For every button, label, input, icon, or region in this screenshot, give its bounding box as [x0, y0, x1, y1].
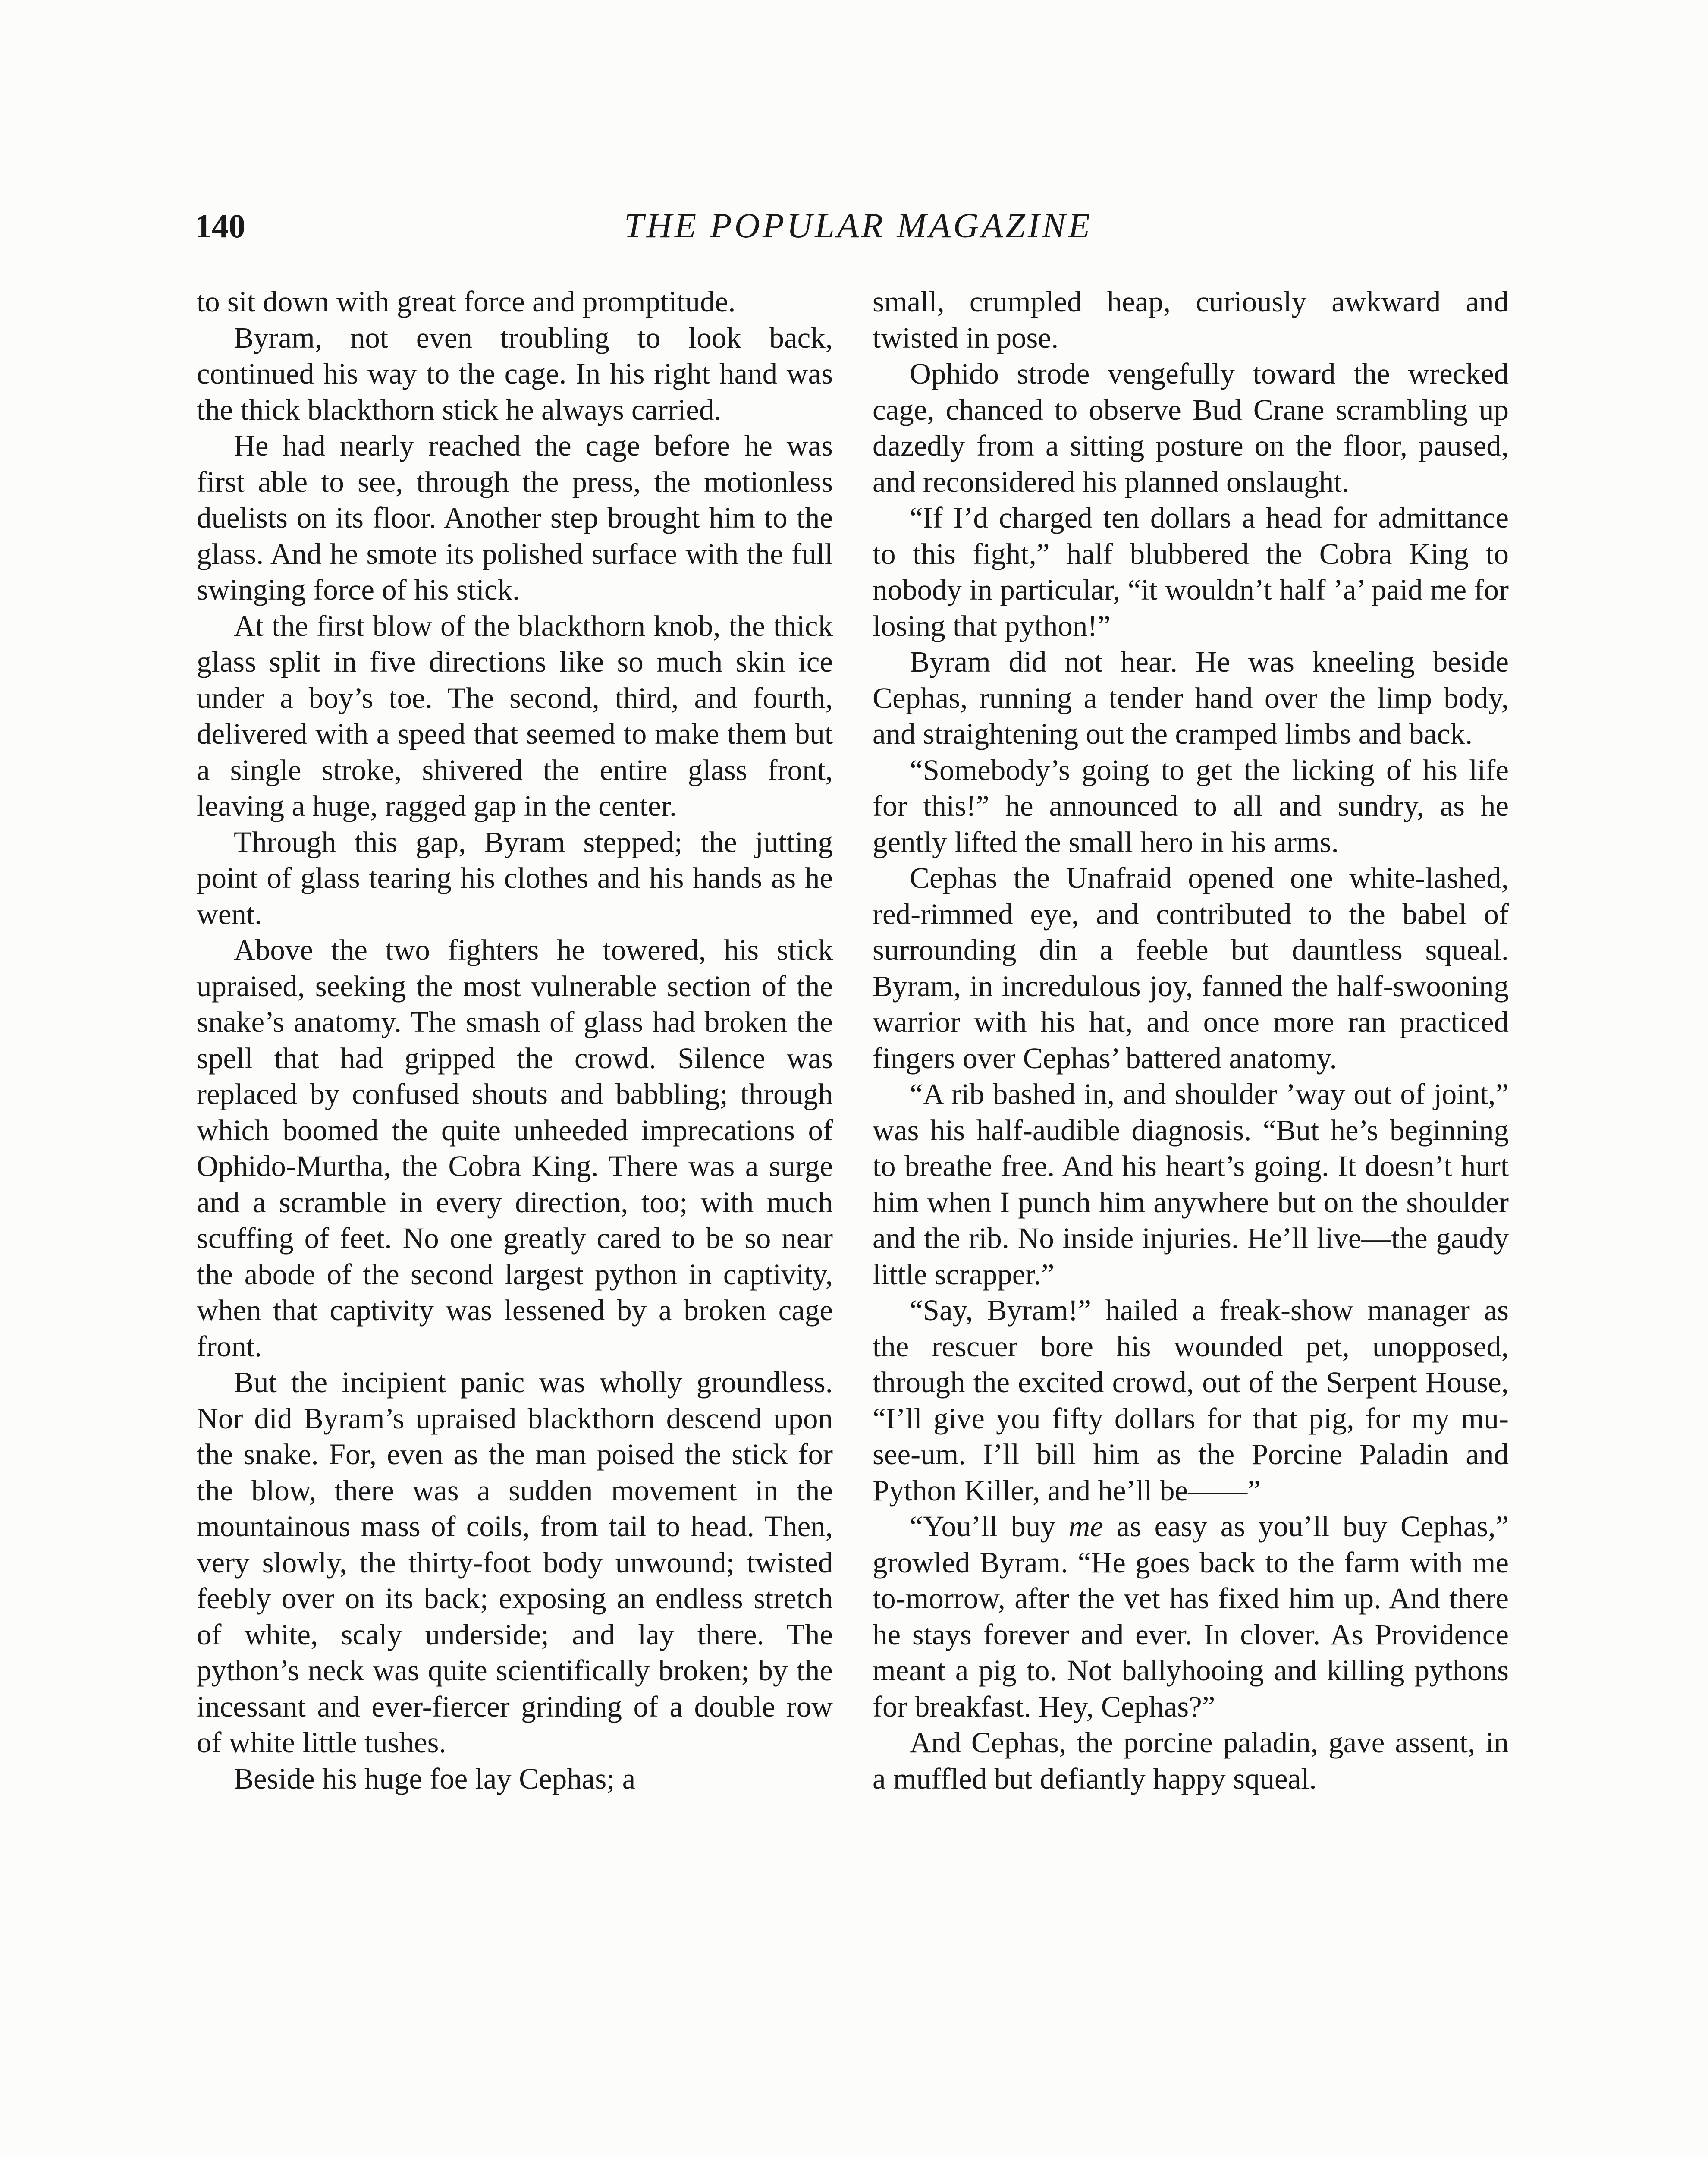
paragraph: Cephas the Unafraid opened one white-lashed, red-rimmed eye, and contributed to the babel of surrounding din a feeble but dauntless squeal. Byram, in incredulous joy, fanned the half-swooning warrior with his hat, and once more ran practiced fingers over Cephas’ battered anatomy. [873, 862, 1509, 1075]
paragraph: small, crumpled heap, curiously awkward and twisted in pose. [873, 285, 1509, 354]
running-head: THE POPULAR MAGAZINE [624, 206, 1093, 245]
paragraph: At the first blow of the blackthorn knob, the thick glass split in five directions like so much skin ice under a boy’s toe. The second, third, and fourth, delivered with a speed that seemed to make them but a single stroke, shivered the entire glass front, leaving a huge, ragged gap in the center. [197, 609, 833, 822]
text-run: “You’ll buy [910, 1510, 1069, 1543]
paragraph: Ophido strode vengefully toward the wrecked cage, chanced to observe Bud Crane scrambling up dazedly from a sitting posture on the floor, paused, and reconsidered his planned onslaught. [873, 357, 1509, 498]
paragraph: “Somebody’s going to get the licking of his life for this!” he announced to all and sundry, as he gently lifted the small hero in his arms. [873, 753, 1509, 858]
paragraph: Byram, not even troubling to look back, continued his way to the cage. In his right hand was the thick blackthorn stick he always carried. [197, 321, 833, 426]
paragraph [873, 1509, 1509, 1725]
paragraph: “If I’d charged ten dollars a head for admittance to this fight,” half blubbered the Cobra King to nobody in particular, “it wouldn’t half ’a’ paid me for losing that python!” [873, 501, 1509, 642]
paragraph: “Say, Byram!” hailed a freak-show manager as the rescuer bore his wounded pet, unopposed, through the excited crowd, out of the Serpent House, “I’ll give you fifty dollars for that pig, for my mu-see-um. I’ll bill him as the Porcine Paladin and Python Killer, and he’ll be——” [873, 1294, 1509, 1507]
paragraph: Through this gap, Byram stepped; the jutting point of glass tearing his clothes and his hands as he went. [197, 825, 833, 931]
paragraph: He had nearly reached the cage before he was first able to see, through the press, the motionless duelists on its floor. Another step brought him to the glass. And he smote its polished surface with the full swinging force of his stick. [197, 429, 833, 606]
paragraph: Above the two fighters he towered, his stick upraised, seeking the most vulnerable section of the snake’s anatomy. The smash of glass had broken the spell that had gripped the crowd. Silence was replaced by confused shouts and babbling; through which boomed the quite unheeded imprecations of Ophido-Murtha, the Cobra King. There was a surge and a scramble in every direction, too; with much scuffing of feet. No one greatly cared to be so near the abode of the second largest python in captivity, when that captivity was lessened by a broken cage front. [197, 934, 833, 1363]
right-column [873, 284, 1509, 1797]
paragraph: Byram did not hear. He was kneeling beside Cephas, running a tender hand over the limp body, and straightening out the cramped limbs and back. [873, 645, 1509, 750]
paragraph: to sit down with great force and promptitude. [197, 285, 736, 318]
emphasis: me [1068, 1510, 1103, 1543]
text-run: as easy as you’ll buy Cephas,” growled Byram. “He goes back to the farm with me to-morrow, after the vet has fixed him up. And there he stays forever and ever. In clover. As Providence meant a pig to. Not ballyhooing and killing pythons for breakfast. Hey, Cephas?” [873, 1510, 1509, 1723]
paragraph: And Cephas, the porcine paladin, gave assent, in a muffled but defiantly happy squeal. [873, 1726, 1509, 1795]
paragraph: But the incipient panic was wholly groundless. Nor did Byram’s upraised blackthorn descend upon the snake. For, even as the man poised the stick for the blow, there was a sudden movement in the mountainous mass of coils, from tail to head. Then, very slowly, the thirty-foot body unwound; twisted feebly over on its back; exposing an endless stretch of white, scaly underside; and lay there. The python’s neck was quite scientifically broken; by the incessant and ever-fiercer grinding of a double row of white little tushes. [197, 1366, 833, 1759]
left-column [197, 284, 833, 1797]
page-number: 140 [195, 207, 245, 245]
paragraph: “A rib bashed in, and shoulder ’way out of joint,” was his half-audible diagnosis. “But he’s beginning to breathe free. And his heart’s going. It doesn’t hurt him when I punch him anywhere but on the shoulder and the rib. No inside injuries. He’ll live—the gaudy little scrapper.” [873, 1078, 1509, 1291]
paragraph: Beside his huge foe lay Cephas; a [234, 1762, 636, 1795]
